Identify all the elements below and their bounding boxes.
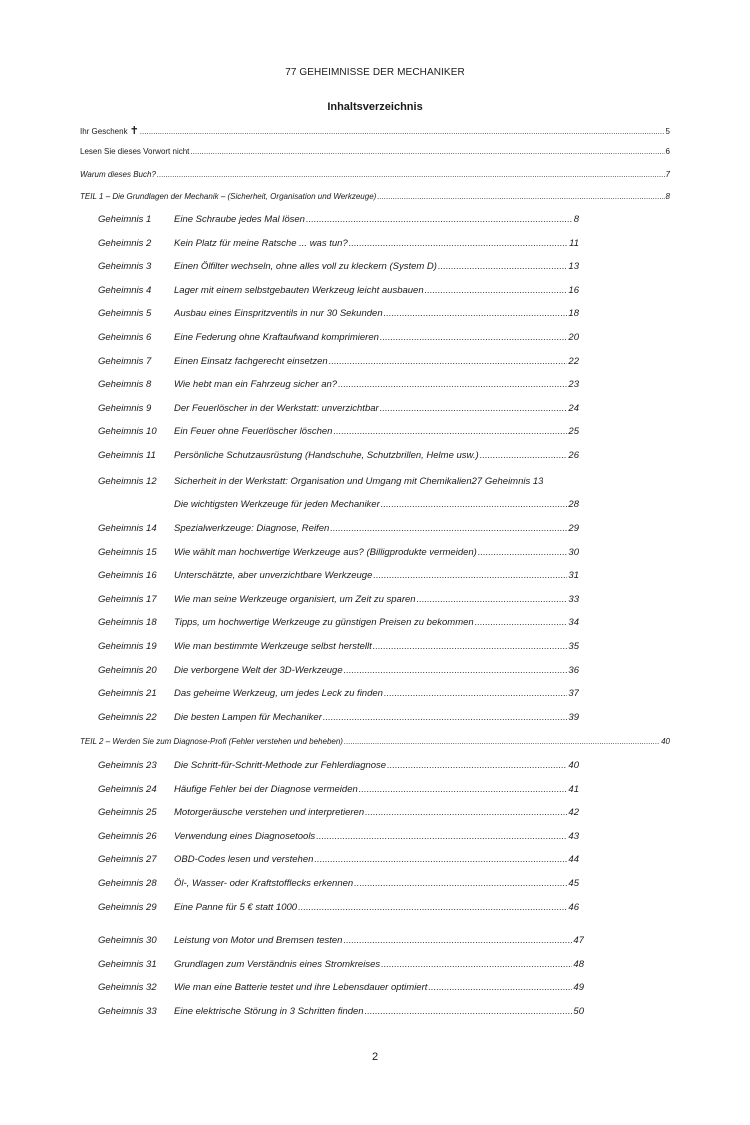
secret-label: Geheimnis 31 <box>98 958 157 970</box>
toc-entry-title: Die besten Lampen für Mechaniker <box>174 711 322 723</box>
dot-leader <box>354 878 567 889</box>
toc-entry-page: 43 <box>568 830 579 842</box>
toc-entry[interactable] <box>174 261 579 272</box>
secret-label: Geheimnis 7 <box>98 355 152 367</box>
toc-entry[interactable] <box>174 308 579 319</box>
toc-entry-title: Der Feuerlöscher in der Werkstatt: unverzichtbar <box>174 402 379 414</box>
toc-entry[interactable] <box>174 878 579 889</box>
toc-entry-title: TEIL 2 – Werden Sie zum Diagnose-Profi (Fehler verstehen und beheben) <box>80 737 343 746</box>
toc-entry-page: 24 <box>568 402 579 414</box>
toc-entry-page: 8 <box>573 214 579 225</box>
dot-leader <box>359 784 568 795</box>
toc-entry-page: 20 <box>568 332 579 343</box>
dot-leader <box>338 379 567 390</box>
dot-leader <box>417 594 568 605</box>
dot-leader <box>478 547 568 558</box>
toc-entry-page: 13 <box>568 261 579 273</box>
dot-leader <box>365 1006 573 1017</box>
toc-entry-page: 7 <box>665 170 670 179</box>
toc-entry[interactable] <box>174 831 579 842</box>
toc-entry-title: Wie hebt man ein Fahrzeug sicher an? <box>174 379 338 391</box>
toc-entry-page: 31 <box>568 570 579 582</box>
secret-label: Geheimnis 28 <box>98 878 157 889</box>
secret-label: Geheimnis 21 <box>98 688 157 700</box>
secret-label: Geheimnis 33 <box>98 1005 157 1017</box>
toc-entry-title: Einen Einsatz fachgerecht einsetzen <box>174 355 328 367</box>
dot-leader <box>344 665 568 676</box>
dot-leader <box>387 760 567 771</box>
toc-entry-title: Lager mit einem selbstgebauten Werkzeug leicht ausbauen <box>174 284 424 296</box>
dot-leader <box>140 127 665 136</box>
toc-entry-page: 23 <box>568 379 579 391</box>
secret-label: Geheimnis 9 <box>98 402 152 414</box>
dot-leader <box>330 523 567 534</box>
dot-leader <box>380 332 568 343</box>
toc-entry[interactable] <box>174 379 579 390</box>
secret-label: Geheimnis 3 <box>98 261 152 273</box>
toc-entry-title: Persönliche Schutzausrüstung (Handschuhe, Schutzbrillen, Helme usw.) <box>174 450 479 461</box>
toc-entry-page: 22 <box>568 355 579 367</box>
toc-entry-title: OBD-Codes lesen und verstehen <box>174 854 314 866</box>
secret-label: Geheimnis 15 <box>98 546 157 558</box>
toc-entry-page: 37 <box>568 688 579 700</box>
toc-entry[interactable] <box>80 737 670 746</box>
secret-label: Geheimnis 17 <box>98 593 157 605</box>
toc-entry[interactable] <box>80 147 670 156</box>
toc-entry-page: 35 <box>568 641 579 652</box>
toc-entry-page: 36 <box>568 664 579 676</box>
page-number: 2 <box>371 1051 379 1063</box>
toc-entry-title: Ihr Geschenk <box>80 127 128 136</box>
toc-entry-title: Wie man bestimmte Werkzeuge selbst herstellt <box>174 641 372 652</box>
toc-entry-page: 26 <box>568 450 579 461</box>
toc-entry-title: Spezialwerkzeuge: Diagnose, Reifen <box>174 523 330 534</box>
toc-entry-title: Häufige Fehler bei der Diagnose vermeiden <box>174 783 358 795</box>
dot-leader <box>384 308 568 319</box>
secret-label: Geheimnis 26 <box>98 830 157 842</box>
secret-label: Geheimnis 8 <box>98 379 152 391</box>
toc-entry-page: 47 <box>573 935 584 946</box>
cross-icon: ✝ <box>129 125 139 137</box>
toc-entry-page: 41 <box>568 783 579 795</box>
toc-entry[interactable] <box>174 570 579 581</box>
secret-label: Geheimnis 24 <box>98 783 157 795</box>
dot-leader <box>373 570 567 581</box>
toc-entry-page: 16 <box>568 284 579 296</box>
toc-entry-page: 44 <box>568 854 579 866</box>
toc-entry[interactable] <box>174 688 579 699</box>
toc-entry-page: 39 <box>568 711 579 723</box>
dot-leader <box>333 426 567 437</box>
toc-entry[interactable] <box>174 403 579 414</box>
secret-label: Geheimnis 19 <box>98 641 157 652</box>
secret-label: Geheimnis 20 <box>98 664 157 676</box>
dot-leader <box>438 261 567 272</box>
dot-leader <box>480 450 568 461</box>
toc-entry-title: Das geheime Werkzeug, um jedes Leck zu finden <box>174 688 383 700</box>
toc-entry-page: 40 <box>568 760 579 771</box>
toc-entry-page: 33 <box>568 593 579 605</box>
secret-label: Geheimnis 22 <box>98 711 157 723</box>
toc-entry-title: Grundlagen zum Verständnis eines Stromkreises <box>174 958 381 970</box>
toc-entry-title: Sicherheit in der Werkstatt: Organisation und Umgang mit Chemikalien27 Geheimnis 13 <box>174 476 544 487</box>
toc-entry[interactable] <box>174 594 579 605</box>
toc-entry-page: 5 <box>665 127 670 136</box>
toc-entry-page: 18 <box>568 308 579 320</box>
toc-entry-title: Die verborgene Welt der 3D-Werkzeuge <box>174 664 343 676</box>
toc-entry[interactable] <box>174 214 579 225</box>
toc-entry-title: Eine Schraube jedes Mal lösen <box>174 214 305 225</box>
toc-entry-page: 50 <box>573 1005 584 1017</box>
dot-leader <box>377 192 664 201</box>
toc-title: Inhaltsverzeichnis <box>327 101 423 113</box>
toc-entry-title: Wie wählt man hochwertige Werkzeuge aus? (Billigprodukte vermeiden) <box>174 546 477 558</box>
dot-leader <box>329 356 568 367</box>
dot-leader <box>343 935 572 946</box>
toc-entry[interactable] <box>174 332 579 343</box>
toc-entry[interactable] <box>174 238 579 249</box>
toc-entry-title: Lesen Sie dieses Vorwort nicht <box>80 147 190 156</box>
toc-entry[interactable] <box>174 902 579 913</box>
toc-entry[interactable] <box>174 959 584 970</box>
secret-label: Geheimnis 12 <box>98 476 157 487</box>
toc-entry[interactable] <box>174 784 579 795</box>
toc-entry[interactable] <box>174 547 579 558</box>
dot-leader <box>344 737 660 746</box>
toc-entry-page: 8 <box>665 192 670 201</box>
dot-leader <box>381 959 572 970</box>
toc-entry-title: Eine Federung ohne Kraftaufwand komprimieren <box>174 332 379 343</box>
toc-entry-title: Öl-, Wasser- oder Kraftstofflecks erkennen <box>174 878 354 889</box>
dot-leader <box>425 285 568 296</box>
toc-entry-title: Eine Panne für 5 € statt 1000 <box>174 901 298 913</box>
toc-entry-title: Die wichtigsten Werkzeuge für jeden Mechaniker <box>174 499 380 510</box>
dot-leader <box>316 831 567 842</box>
running-header: 77 GEHEIMNISSE DER MECHANIKER <box>285 67 465 78</box>
secret-label: Geheimnis 18 <box>98 617 157 629</box>
toc-entry[interactable] <box>174 665 579 676</box>
dot-leader <box>380 403 568 414</box>
toc-entry[interactable] <box>174 523 579 534</box>
toc-entry-page: 11 <box>569 237 579 249</box>
dot-leader <box>349 238 568 249</box>
dot-leader <box>323 712 568 723</box>
secret-label: Geheimnis 1 <box>98 214 152 225</box>
toc-entry-page: 45 <box>568 878 579 889</box>
toc-entry-title: Verwendung eines Diagnosetools <box>174 830 316 842</box>
secret-label: Geheimnis 29 <box>98 901 157 913</box>
toc-entry-page: 49 <box>573 982 584 994</box>
secret-label: Geheimnis 23 <box>98 760 157 771</box>
toc-entry-title: Kein Platz für meine Ratsche ... was tun? <box>174 237 348 249</box>
toc-entry[interactable] <box>174 426 579 437</box>
secret-label: Geheimnis 27 <box>98 854 157 866</box>
toc-entry-title: Wie man eine Batterie testet und ihre Lebensdauer optimiert <box>174 982 428 994</box>
toc-entry[interactable] <box>174 285 579 296</box>
toc-entry-page: 30 <box>568 546 579 558</box>
secret-label: Geheimnis 14 <box>98 523 157 534</box>
secret-label: Geheimnis 32 <box>98 982 157 994</box>
secret-label: Geheimnis 2 <box>98 237 152 249</box>
toc-entry[interactable] <box>174 450 579 461</box>
dot-leader <box>428 982 572 993</box>
toc-entry[interactable] <box>174 1006 584 1017</box>
dot-leader <box>373 641 568 652</box>
toc-entry-title: Warum dieses Buch? <box>80 170 156 179</box>
toc-entry-page: 6 <box>665 147 670 156</box>
secret-label: Geheimnis 16 <box>98 570 157 582</box>
secret-label: Geheimnis 25 <box>98 807 157 819</box>
toc-entry-page: 42 <box>568 807 579 819</box>
toc-entry[interactable] <box>174 641 579 652</box>
toc-entry-title: Ausbau eines Einspritzventils in nur 30 Sekunden <box>174 308 383 320</box>
secret-label: Geheimnis 6 <box>98 332 152 343</box>
toc-entry[interactable] <box>174 712 579 723</box>
dot-leader <box>306 214 573 225</box>
toc-entry-title: Eine elektrische Störung in 3 Schritten finden <box>174 1005 364 1017</box>
dot-leader <box>384 688 567 699</box>
toc-entry-page: 46 <box>568 901 579 913</box>
toc-entry-page: 40 <box>661 737 670 746</box>
toc-entry[interactable] <box>174 760 579 771</box>
toc-entry-page: 25 <box>568 426 579 438</box>
toc-entry-page: 34 <box>568 617 579 629</box>
toc-entry[interactable] <box>174 982 584 993</box>
toc-entry-title: Motorgeräusche verstehen und interpretieren <box>174 807 365 819</box>
toc-entry[interactable] <box>174 854 579 865</box>
toc-entry[interactable] <box>174 617 579 628</box>
secret-label: Geheimnis 10 <box>98 426 157 438</box>
toc-entry-page: 28 <box>568 499 579 510</box>
toc-entry-title: Leistung von Motor und Bremsen testen <box>174 935 343 946</box>
toc-entry[interactable] <box>80 192 670 201</box>
toc-entry-title: Tipps, um hochwertige Werkzeuge zu günstigen Preisen zu bekommen <box>174 617 474 629</box>
toc-entry-title: Unterschätzte, aber unverzichtbare Werkzeuge <box>174 570 373 582</box>
dot-leader <box>298 902 567 913</box>
toc-entry-title: Ein Feuer ohne Feuerlöscher löschen <box>174 426 333 438</box>
toc-entry-title: Die Schritt-für-Schritt-Methode zur Fehlerdiagnose <box>174 760 387 771</box>
toc-entry-page: 29 <box>568 523 579 534</box>
toc-entry[interactable] <box>174 356 579 367</box>
toc-entry-title: Wie man seine Werkzeuge organisiert, um Zeit zu sparen <box>174 593 416 605</box>
secret-label: Geheimnis 5 <box>98 308 152 320</box>
dot-leader <box>475 617 568 628</box>
dot-leader <box>381 499 568 510</box>
toc-entry-title: TEIL 1 – Die Grundlagen der Mechanik – (Sicherheit, Organisation und Werkzeuge) <box>80 192 377 201</box>
toc-entry[interactable] <box>174 499 579 510</box>
secret-label: Geheimnis 11 <box>98 450 156 461</box>
secret-label: Geheimnis 30 <box>98 935 157 946</box>
dot-leader <box>157 170 665 179</box>
toc-entry[interactable] <box>174 807 579 818</box>
toc-entry-title: Einen Ölfilter wechseln, ohne alles voll zu kleckern (System D) <box>174 261 437 273</box>
secret-label: Geheimnis 4 <box>98 284 152 296</box>
toc-entry[interactable] <box>174 935 584 946</box>
toc-entry-page: 48 <box>573 958 584 970</box>
toc-entry[interactable] <box>80 124 670 137</box>
dot-leader <box>190 147 664 156</box>
dot-leader <box>314 854 567 865</box>
toc-entry[interactable] <box>80 170 670 179</box>
dot-leader <box>365 807 567 818</box>
